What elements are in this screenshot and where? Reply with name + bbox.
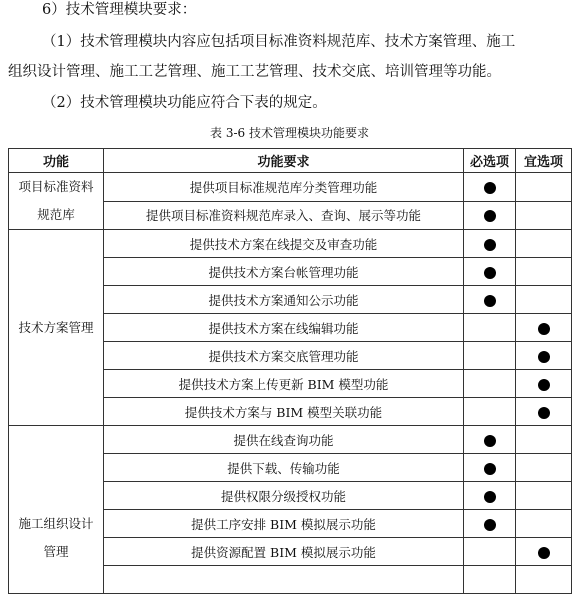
table-row xyxy=(9,230,572,258)
optional-cell xyxy=(516,286,572,314)
function-label-line: 施工组织设计 xyxy=(18,516,94,531)
optional-cell xyxy=(516,230,572,258)
requirement-cell: 提供技术方案与 BIM 模型关联功能 xyxy=(104,398,464,426)
required-cell xyxy=(464,173,516,202)
requirement-cell xyxy=(104,566,464,594)
requirement-cell: 提供技术方案通知公示功能 xyxy=(104,286,464,314)
function-cell xyxy=(9,230,104,426)
header-required: 必选项 xyxy=(464,149,516,173)
table-row xyxy=(9,173,572,202)
filled-circle-icon xyxy=(538,547,550,559)
required-cell xyxy=(464,201,516,230)
optional-cell xyxy=(516,454,572,482)
filled-circle-icon xyxy=(484,519,496,531)
filled-circle-icon xyxy=(538,407,550,419)
optional-cell xyxy=(516,538,572,566)
optional-cell xyxy=(516,426,572,454)
optional-cell xyxy=(516,173,572,202)
function-label-line: 技术方案管理 xyxy=(18,320,94,335)
filled-circle-icon xyxy=(538,351,550,363)
optional-cell xyxy=(516,566,572,594)
filled-circle-icon xyxy=(484,267,496,279)
function-label-line xyxy=(9,286,103,314)
function-cell xyxy=(9,426,104,594)
filled-circle-icon xyxy=(538,323,550,335)
optional-cell xyxy=(516,370,572,398)
requirement-cell: 提供下载、传输功能 xyxy=(104,454,464,482)
function-label-line: 规范库 xyxy=(37,207,75,222)
optional-cell xyxy=(516,398,572,426)
requirement-cell: 提供资源配置 BIM 模拟展示功能 xyxy=(104,538,464,566)
table-row xyxy=(9,426,572,454)
required-cell xyxy=(464,566,516,594)
required-cell xyxy=(464,258,516,286)
required-cell xyxy=(464,510,516,538)
section-heading: 6）技术管理模块要求： xyxy=(42,2,197,18)
table-body xyxy=(9,173,572,594)
header-requirement: 功能要求 xyxy=(104,149,464,173)
required-cell xyxy=(464,538,516,566)
required-cell xyxy=(464,230,516,258)
optional-cell xyxy=(516,342,572,370)
function-label-line xyxy=(9,482,103,510)
required-cell xyxy=(464,314,516,342)
table-header-row xyxy=(9,149,572,173)
paragraph-1-line-2: 组织设计管理、施工工艺管理、施工工艺管理、技术交底、培训管理等功能。 xyxy=(8,64,501,80)
requirement-cell: 提供技术方案在线编辑功能 xyxy=(104,314,464,342)
requirement-cell: 提供技术方案交底管理功能 xyxy=(104,342,464,370)
function-label-line xyxy=(9,230,103,258)
required-cell xyxy=(464,370,516,398)
function-label-line xyxy=(9,258,103,286)
requirement-cell: 提供项目标准资料规范库录入、查询、展示等功能 xyxy=(104,201,464,230)
requirement-cell: 提供在线查询功能 xyxy=(104,426,464,454)
required-cell xyxy=(464,426,516,454)
filled-circle-icon xyxy=(484,435,496,447)
header-optional: 宜选项 xyxy=(516,149,572,173)
function-requirements-table xyxy=(8,148,572,594)
required-cell xyxy=(464,286,516,314)
filled-circle-icon xyxy=(484,491,496,503)
filled-circle-icon xyxy=(484,210,496,222)
optional-cell xyxy=(516,482,572,510)
function-cell xyxy=(9,173,104,230)
required-cell xyxy=(464,398,516,426)
filled-circle-icon xyxy=(484,463,496,475)
filled-circle-icon xyxy=(484,182,496,194)
paragraph-1-line-1: （1）技术管理模块内容应包括项目标准资料规范库、技术方案管理、施工 xyxy=(42,34,516,50)
filled-circle-icon xyxy=(484,295,496,307)
header-function: 功能 xyxy=(9,149,104,173)
requirement-cell: 提供项目标准规范库分类管理功能 xyxy=(104,173,464,202)
requirement-cell: 提供技术方案台帐管理功能 xyxy=(104,258,464,286)
function-label-line xyxy=(9,454,103,482)
optional-cell xyxy=(516,314,572,342)
filled-circle-icon xyxy=(484,239,496,251)
required-cell xyxy=(464,454,516,482)
requirement-cell: 提供技术方案在线提交及审查功能 xyxy=(104,230,464,258)
requirement-cell: 提供技术方案上传更新 BIM 模型功能 xyxy=(104,370,464,398)
optional-cell xyxy=(516,258,572,286)
requirement-cell: 提供工序安排 BIM 模拟展示功能 xyxy=(104,510,464,538)
optional-cell xyxy=(516,510,572,538)
required-cell xyxy=(464,342,516,370)
function-label-line xyxy=(9,426,103,454)
requirement-cell: 提供权限分级授权功能 xyxy=(104,482,464,510)
function-label-line: 管理 xyxy=(43,544,69,559)
function-label-line: 项目标准资料 xyxy=(18,179,94,194)
required-cell xyxy=(464,482,516,510)
table-caption: 表 3-6 技术管理模块功能要求 xyxy=(210,126,369,140)
paragraph-2: （2）技术管理模块功能应符合下表的规定。 xyxy=(42,95,327,111)
optional-cell xyxy=(516,201,572,230)
filled-circle-icon xyxy=(538,379,550,391)
